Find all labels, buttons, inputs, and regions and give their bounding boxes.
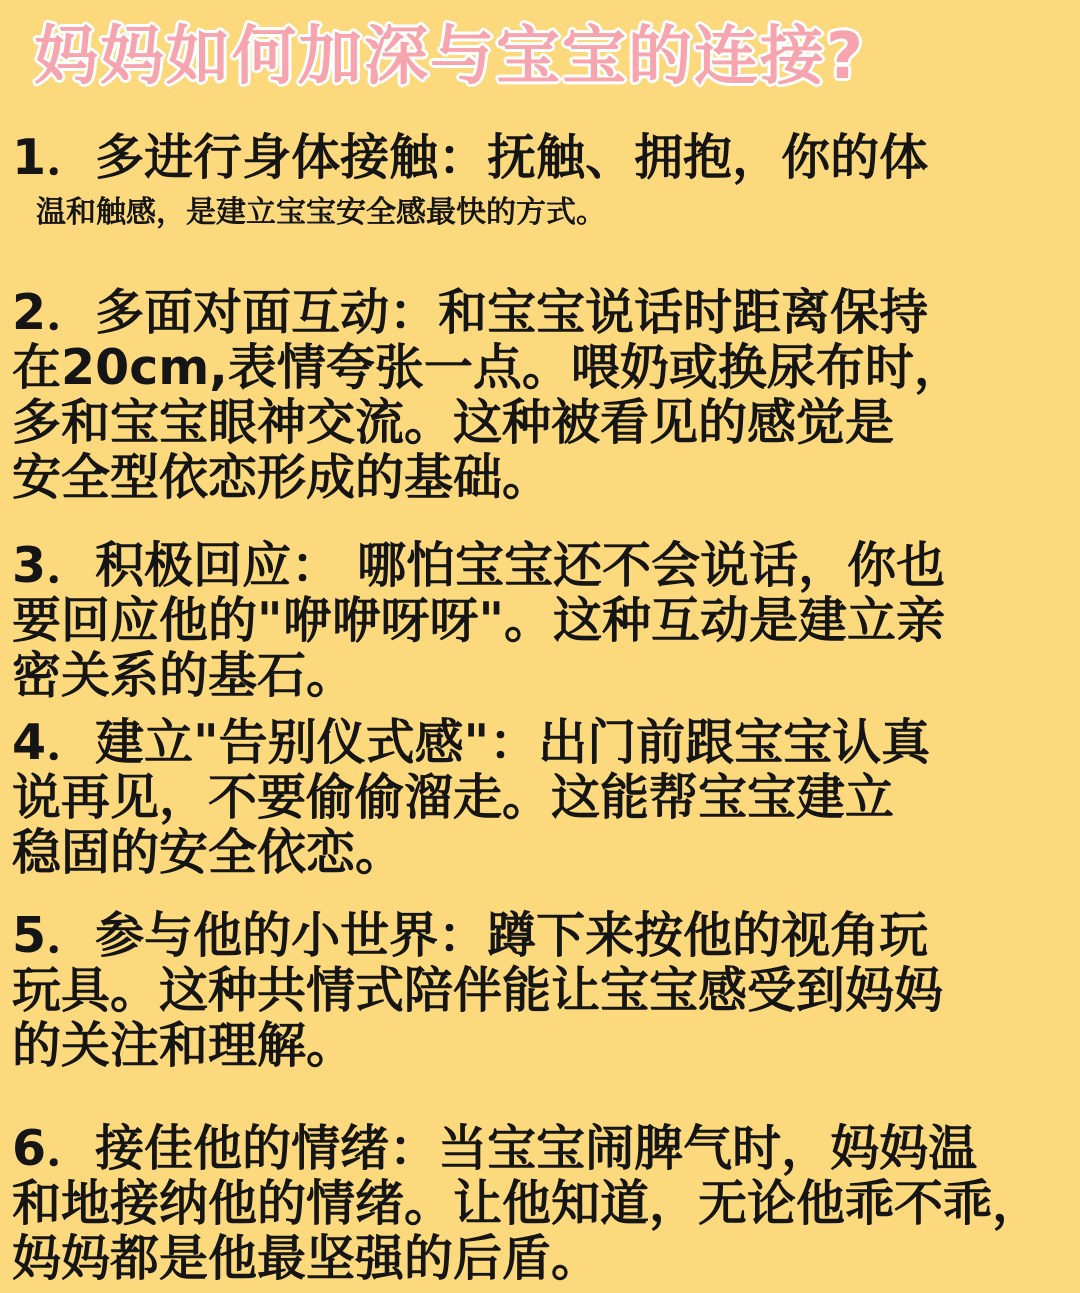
tip-4-line-3: 稳固的安全依恋。 [12,824,405,881]
tip-4-line-2: 说再见，不要偷偷溜走。这能帮宝宝建立 [12,769,895,826]
tip-item-3 [12,538,1074,703]
page-title: 妈妈如何加深与宝宝的连接? [34,20,866,94]
tip-6-line-3: 妈妈都是他最坚强的后盾。 [12,1230,601,1287]
tip-2-line-4: 安全型依恋形成的基础。 [12,449,552,506]
tip-2-line-3: 多和宝宝眼神交流。这种被看见的感觉是 [12,394,895,451]
tip-1-line-2: 温和触感，是建立宝宝安全感最快的方式。 [36,195,606,230]
tip-5-line-1: 5．参与他的小世界：蹲下来按他的视角玩 [12,907,929,964]
tip-item-4 [12,715,1074,880]
tip-item-1 [12,130,1074,240]
tip-item-5 [12,908,1074,1073]
tip-3-line-3: 密关系的基石。 [12,647,356,704]
tip-6-line-1: 6．接佳他的情绪：当宝宝闹脾气时，妈妈温 [12,1120,978,1177]
tip-5-line-2: 玩具。这种共情式陪伴能让宝宝感受到妈妈 [12,962,944,1019]
tip-2-line-2: 在20cm,表情夸张一点。喂奶或换尿布时， [12,339,963,396]
tip-4-line-1: 4．建立"告别仪式感"：出门前跟宝宝认真 [12,714,931,771]
tip-5-line-3: 的关注和理解。 [12,1017,356,1074]
tip-2-line-1: 2．多面对面互动：和宝宝说话时距离保持 [12,284,929,341]
tip-item-6 [12,1121,1074,1286]
tip-item-2 [12,285,1074,505]
tip-3-line-2: 要回应他的"咿咿呀呀"。这种互动是建立亲 [12,592,946,649]
tip-6-line-2: 和地接纳他的情绪。让他知道，无论他乖不乖， [12,1175,1042,1232]
tip-1-line-1: 1．多进行身体接触：抚触、拥抱，你的体 [12,129,929,186]
tip-3-line-1: 3．积极回应： 哪怕宝宝还不会说话，你也 [12,537,946,594]
